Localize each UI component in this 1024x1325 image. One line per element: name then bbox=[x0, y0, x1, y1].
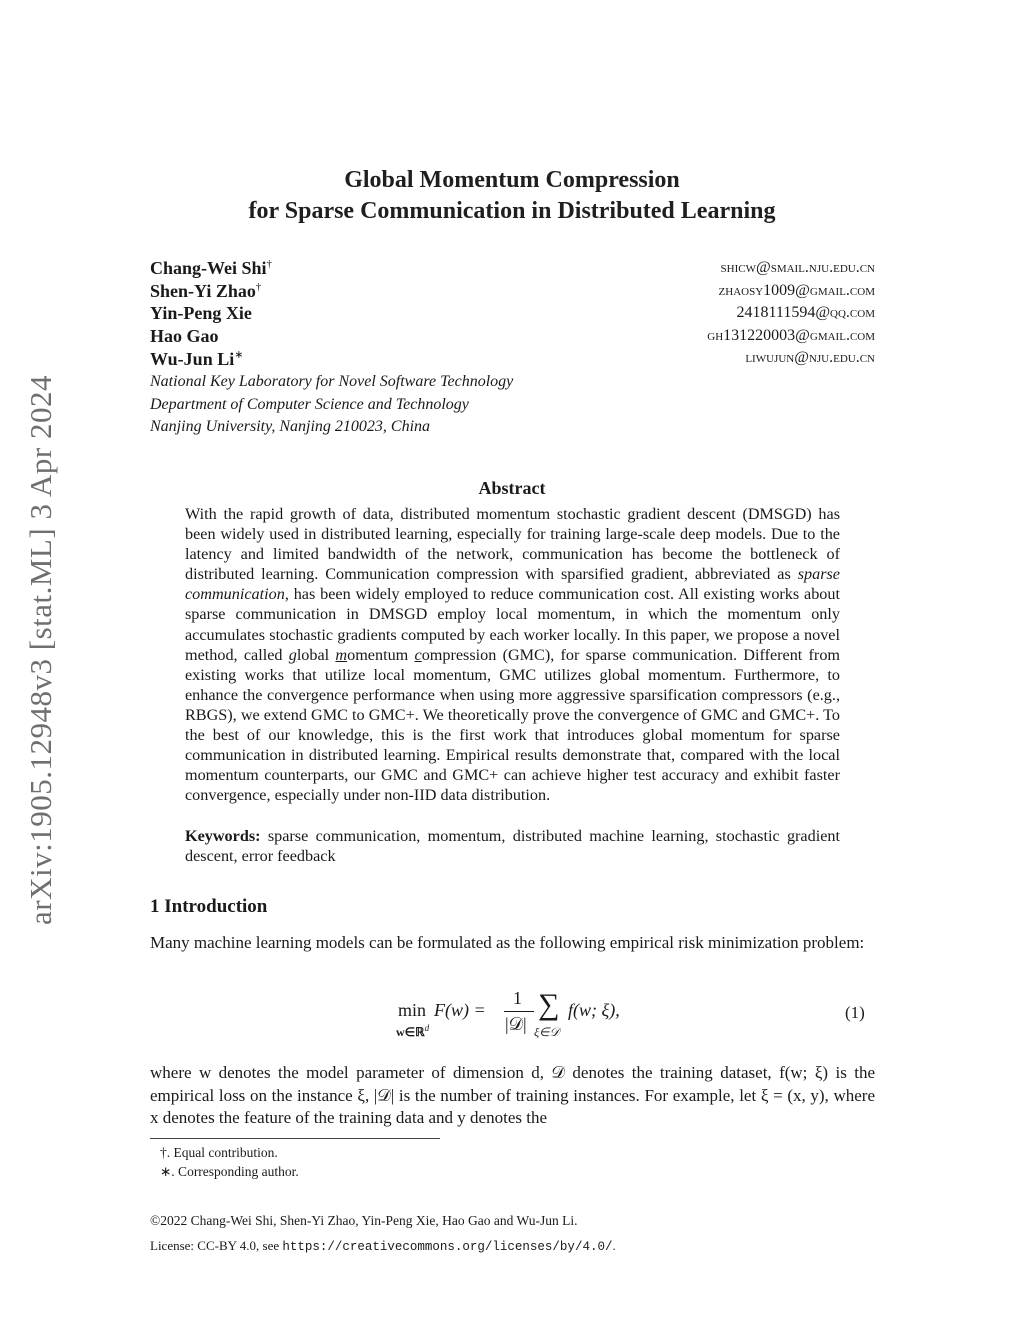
author-email[interactable]: gh131220003@gmail.com bbox=[707, 327, 875, 344]
license-line: License: CC-BY 4.0, see https://creativecommons.org/licenses/by/4.0/. bbox=[150, 1238, 616, 1254]
eq-min: min bbox=[398, 1000, 427, 1020]
intro-paragraph-2: where w denotes the model parameter of dimension d, 𝒟 denotes the training dataset, f(w; ξ) is the empirical loss on the instance ξ, |𝒟| is the number of training instances. For example, let ξ = (x, y), where x denotes the feature of the training data and y denotes the bbox=[150, 1063, 875, 1127]
author-row bbox=[150, 348, 875, 370]
eq-rhs: f(w; ξ), bbox=[568, 1000, 620, 1020]
eq-min-subscript: w∈ℝ$^d$ bbox=[396, 1023, 430, 1039]
license-url-link[interactable]: https://creativecommons.org/licenses/by/4.0/ bbox=[282, 1240, 613, 1254]
abstract-body: With the rapid growth of data, distributed momentum stochastic gradient descent (DMSGD) has been widely used in distributed learning, especially for training large-scale deep models. Due to the latency and limited bandwidth of the network, communication has become the bottleneck of distributed learning. Communication compression with sparsified gradient, abbreviated as sparse communication, has been widely employed to reduce communication cost. All existing works about sparse communication in DMSGD employ local momentum, in which the momentum only accumulates stochastic gradients computed by each worker locally. In this paper, we propose a novel method, called global momentum compression (GMC), for sparse communication. Different from existing works that utilize local momentum, GMC utilizes global momentum. Furthermore, to enhance the convergence performance when using more aggressive sparsification compressors (e.g., RBGS), we extend GMC to GMC+. We theoretically prove the convergence of GMC and GMC+. To the best of our knowledge, this is the first work that introduces global momentum for sparse communication in distributed learning. Empirical results demonstrate that, compared with the local momentum counterparts, our GMC and GMC+ can achieve higher test accuracy and exhibit faster convergence, especially under non-IID data distribution. bbox=[185, 505, 841, 805]
eq-fraction-numerator: 1 bbox=[513, 988, 522, 1008]
footnote-divider bbox=[150, 1138, 440, 1139]
arxiv-id-stamp: arXiv:1905.12948v3 [stat.ML] 3 Apr 2024 bbox=[23, 375, 58, 925]
equation-1 bbox=[390, 990, 690, 1050]
section-heading-introduction: 1 Introduction bbox=[150, 896, 268, 917]
author-name: Hao Gao bbox=[150, 326, 219, 346]
eq-sum: ∑ bbox=[538, 988, 560, 1021]
paper-title-line-1: Global Momentum Compression bbox=[344, 167, 680, 193]
eq-sum-subscript: ξ∈𝒟 bbox=[534, 1025, 560, 1039]
author-row bbox=[150, 258, 875, 280]
affiliation-line-1: National Key Laboratory for Novel Software Technology bbox=[150, 373, 514, 390]
copyright-line: ©2022 Chang-Wei Shi, Shen-Yi Zhao, Yin-Peng Xie, Hao Gao and Wu-Jun Li. bbox=[150, 1213, 578, 1228]
keywords bbox=[185, 826, 840, 866]
author-name: Chang-Wei Shi† bbox=[150, 258, 273, 278]
author-row bbox=[150, 281, 875, 303]
arxiv-sidebar bbox=[20, 350, 62, 950]
paper-title-line-2: for Sparse Communication in Distributed Learning bbox=[248, 198, 776, 224]
keywords-text: sparse communication, momentum, distributed machine learning, stochastic gradient descent, error feedback bbox=[185, 827, 840, 865]
affiliation-line-2: Department of Computer Science and Technology bbox=[150, 396, 469, 413]
author-email[interactable]: liwujun@nju.edu.cn bbox=[745, 349, 875, 366]
footnote-equal-contribution: †. Equal contribution. bbox=[160, 1145, 278, 1160]
author-email[interactable]: zhaosy1009@gmail.com bbox=[718, 282, 875, 299]
abstract-heading: Abstract bbox=[478, 478, 546, 498]
keywords-label: Keywords: bbox=[185, 827, 261, 845]
author-row bbox=[150, 303, 875, 325]
author-name: Wu-Jun Li∗ bbox=[150, 349, 244, 369]
eq-fraction-bar bbox=[504, 1011, 534, 1012]
author-email[interactable]: shicw@smail.nju.edu.cn bbox=[720, 259, 875, 276]
author-name: Shen-Yi Zhao† bbox=[150, 281, 262, 301]
equation-number: (1) bbox=[845, 1003, 865, 1022]
footnote-corresponding-author: ∗. Corresponding author. bbox=[160, 1164, 299, 1179]
author-email[interactable]: 2418111594@qq.com bbox=[736, 304, 875, 321]
eq-fraction-denominator: |𝒟| bbox=[505, 1014, 527, 1034]
author-name: Yin-Peng Xie bbox=[150, 303, 252, 323]
author-row bbox=[150, 326, 875, 348]
intro-paragraph-1: Many machine learning models can be formulated as the following empirical risk minimization problem: bbox=[150, 933, 865, 952]
eq-lhs: F(w) = bbox=[434, 1000, 486, 1020]
affiliation-line-3: Nanjing University, Nanjing 210023, China bbox=[150, 418, 431, 435]
